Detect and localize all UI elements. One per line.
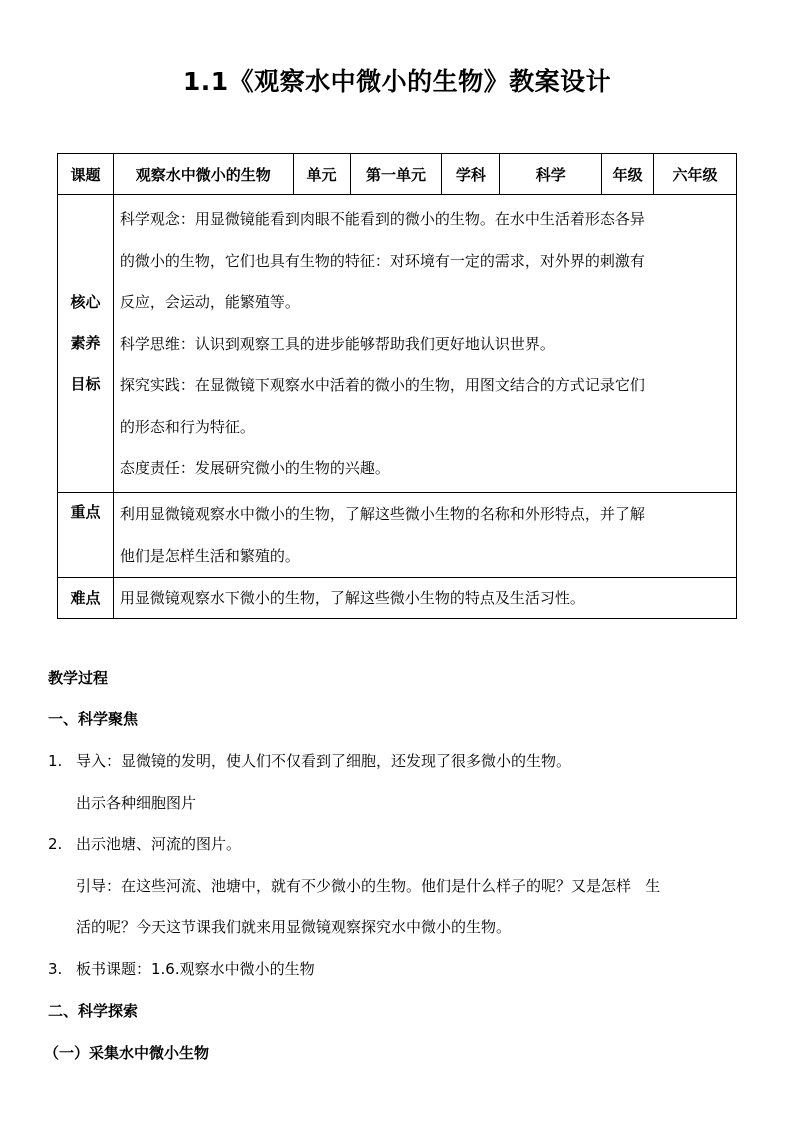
core-line: 反应，会运动，能繁殖等。 — [119, 293, 300, 311]
grade-value: 六年级 — [654, 154, 737, 195]
process-heading: 教学过程 — [48, 669, 109, 687]
core-line: 科学思维：认识到观察工具的进步能够帮助我们更好地认识世界。 — [119, 334, 555, 353]
grade-label: 年级 — [602, 154, 654, 195]
topic-value: 观察水中微小的生物 — [113, 154, 293, 195]
unit-label: 单元 — [293, 154, 350, 195]
unit-value: 第一单元 — [350, 154, 442, 195]
list-subtext: 引导：在这些河流、池塘中，就有不少微小的生物。他们是什么样子的呢？又是怎样 生 — [76, 877, 661, 895]
focus-content — [113, 492, 736, 577]
core-line: 态度责任：发展研究微小的生物的兴趣。 — [119, 459, 390, 477]
core-line: 科学观念：用显微镜能看到肉眼不能看到的微小的生物。在水中生活着形态各异 — [119, 210, 645, 228]
list-text: 导入：显微镜的发明，使人们不仅看到了细胞，还发现了很多微小的生物。 — [76, 752, 572, 770]
topic-label: 课题 — [58, 154, 114, 195]
list-number: 2. — [48, 835, 63, 853]
focus-row — [58, 492, 737, 577]
core-literacy-label — [58, 195, 114, 493]
list-subtext: 出示各种细胞图片 — [76, 794, 197, 812]
lesson-info-table — [57, 153, 737, 619]
list-subtext: 活的呢？今天这节课我们就来用显微镜观察探究水中微小的生物。 — [76, 918, 512, 936]
list-item — [48, 750, 571, 771]
focus-label: 重点 — [58, 492, 114, 577]
subject-value: 科学 — [500, 154, 602, 195]
list-number: 3. — [48, 960, 63, 978]
list-item — [48, 833, 241, 854]
list-text: 出示池塘、河流的图片。 — [76, 835, 242, 853]
difficulty-label: 难点 — [58, 577, 114, 618]
list-number: 1. — [48, 752, 63, 770]
core-literacy-row — [58, 195, 737, 493]
core-literacy-content — [113, 195, 736, 493]
subsection-heading: （一）采集水中微小生物 — [44, 1044, 210, 1062]
difficulty-row — [58, 577, 737, 618]
list-text: 板书课题：1.6.观察水中微小的生物 — [76, 960, 315, 978]
core-label-line: 目标 — [70, 374, 101, 393]
core-line: 的微小的生物，它们也具有生物的特征：对环境有一定的需求，对外界的刺激有 — [119, 251, 645, 270]
header-row — [58, 154, 737, 195]
core-line: 探究实践：在显微镜下观察水中活着的微小的生物，用图文结合的方式记录它们 — [119, 376, 645, 394]
list-item — [48, 958, 315, 979]
focus-line: 利用显微镜观察水中微小的生物，了解这些微小生物的名称和外形特点，并了解 — [119, 504, 645, 523]
focus-line: 他们是怎样生活和繁殖的。 — [119, 546, 300, 565]
teaching-process — [44, 667, 748, 1087]
section-heading: 一、科学聚焦 — [48, 710, 139, 728]
core-label-line: 素养 — [70, 333, 101, 352]
difficulty-content: 用显微镜观察水下微小的生物，了解这些微小生物的特点及生活习性。 — [113, 577, 736, 618]
subject-label: 学科 — [442, 154, 500, 195]
section-heading: 二、科学探索 — [48, 1002, 139, 1020]
core-label-line: 核心 — [70, 292, 101, 311]
page-title: 1.1《观察水中微小的生物》教案设计 — [182, 67, 612, 96]
core-line: 的形态和行为特征。 — [119, 417, 255, 436]
